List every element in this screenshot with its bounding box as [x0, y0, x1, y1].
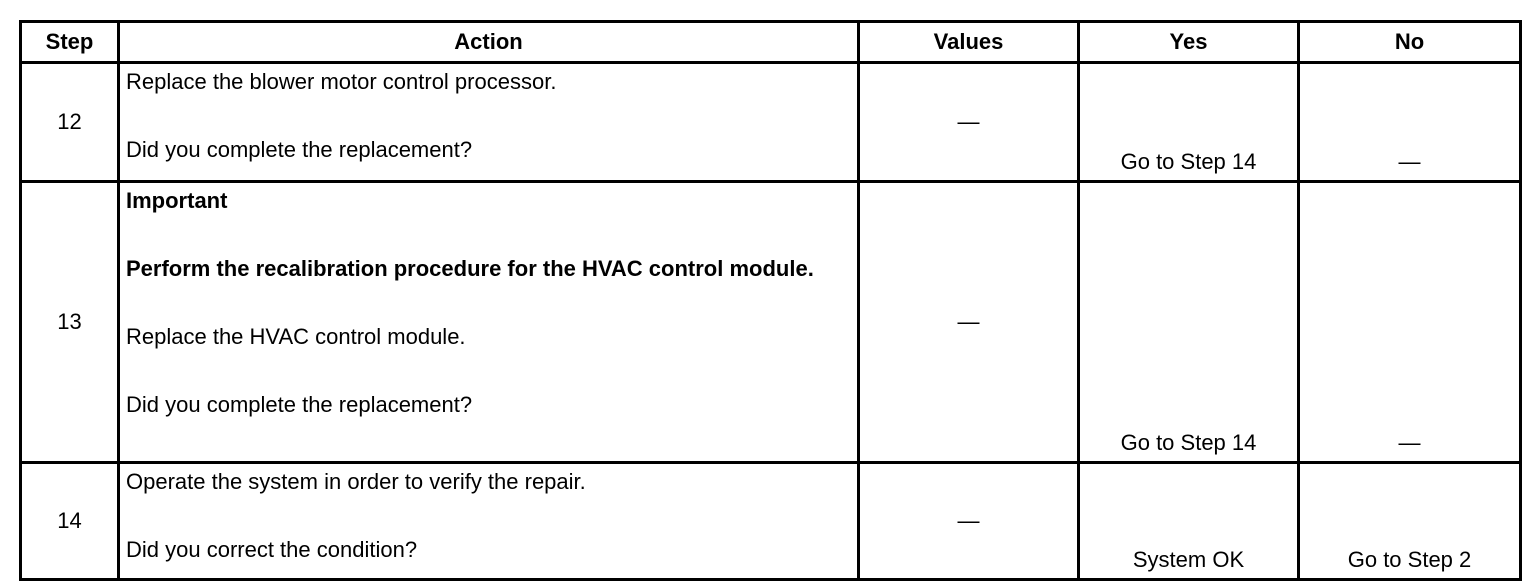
table-header-row: [21, 22, 1521, 63]
yes-cell: System OK: [1079, 463, 1299, 580]
action-question: Did you complete the replacement?: [126, 392, 473, 417]
no-cell: —: [1299, 182, 1521, 463]
header-no: No: [1299, 22, 1521, 63]
step-number: 12: [21, 63, 119, 182]
table-row: [21, 182, 1521, 463]
header-yes: Yes: [1079, 22, 1299, 63]
values-cell: —: [859, 182, 1079, 463]
action-question: Did you complete the replacement?: [126, 137, 473, 162]
values-cell: —: [859, 63, 1079, 182]
action-cell: [119, 182, 859, 463]
action-cell: [119, 63, 859, 182]
action-instruction: Replace the HVAC control module.: [126, 324, 466, 349]
important-note: Perform the recalibration procedure for the HVAC control module.: [126, 256, 814, 281]
step-number: 14: [21, 463, 119, 580]
header-step: Step: [21, 22, 119, 63]
table-row: [21, 463, 1521, 580]
header-values: Values: [859, 22, 1079, 63]
step-number: 13: [21, 182, 119, 463]
important-label: Important: [126, 188, 228, 213]
yes-cell: Go to Step 14: [1079, 182, 1299, 463]
no-cell: Go to Step 2: [1299, 463, 1521, 580]
table-row: [21, 63, 1521, 182]
action-question: Did you correct the condition?: [126, 537, 418, 562]
values-cell: —: [859, 463, 1079, 580]
action-instruction: Replace the blower motor control processor.: [126, 69, 557, 94]
no-cell: —: [1299, 63, 1521, 182]
header-action: Action: [119, 22, 859, 63]
action-instruction: Operate the system in order to verify the repair.: [126, 469, 586, 494]
yes-cell: Go to Step 14: [1079, 63, 1299, 182]
action-cell: [119, 463, 859, 580]
diagnostic-step-table: [19, 20, 1522, 581]
